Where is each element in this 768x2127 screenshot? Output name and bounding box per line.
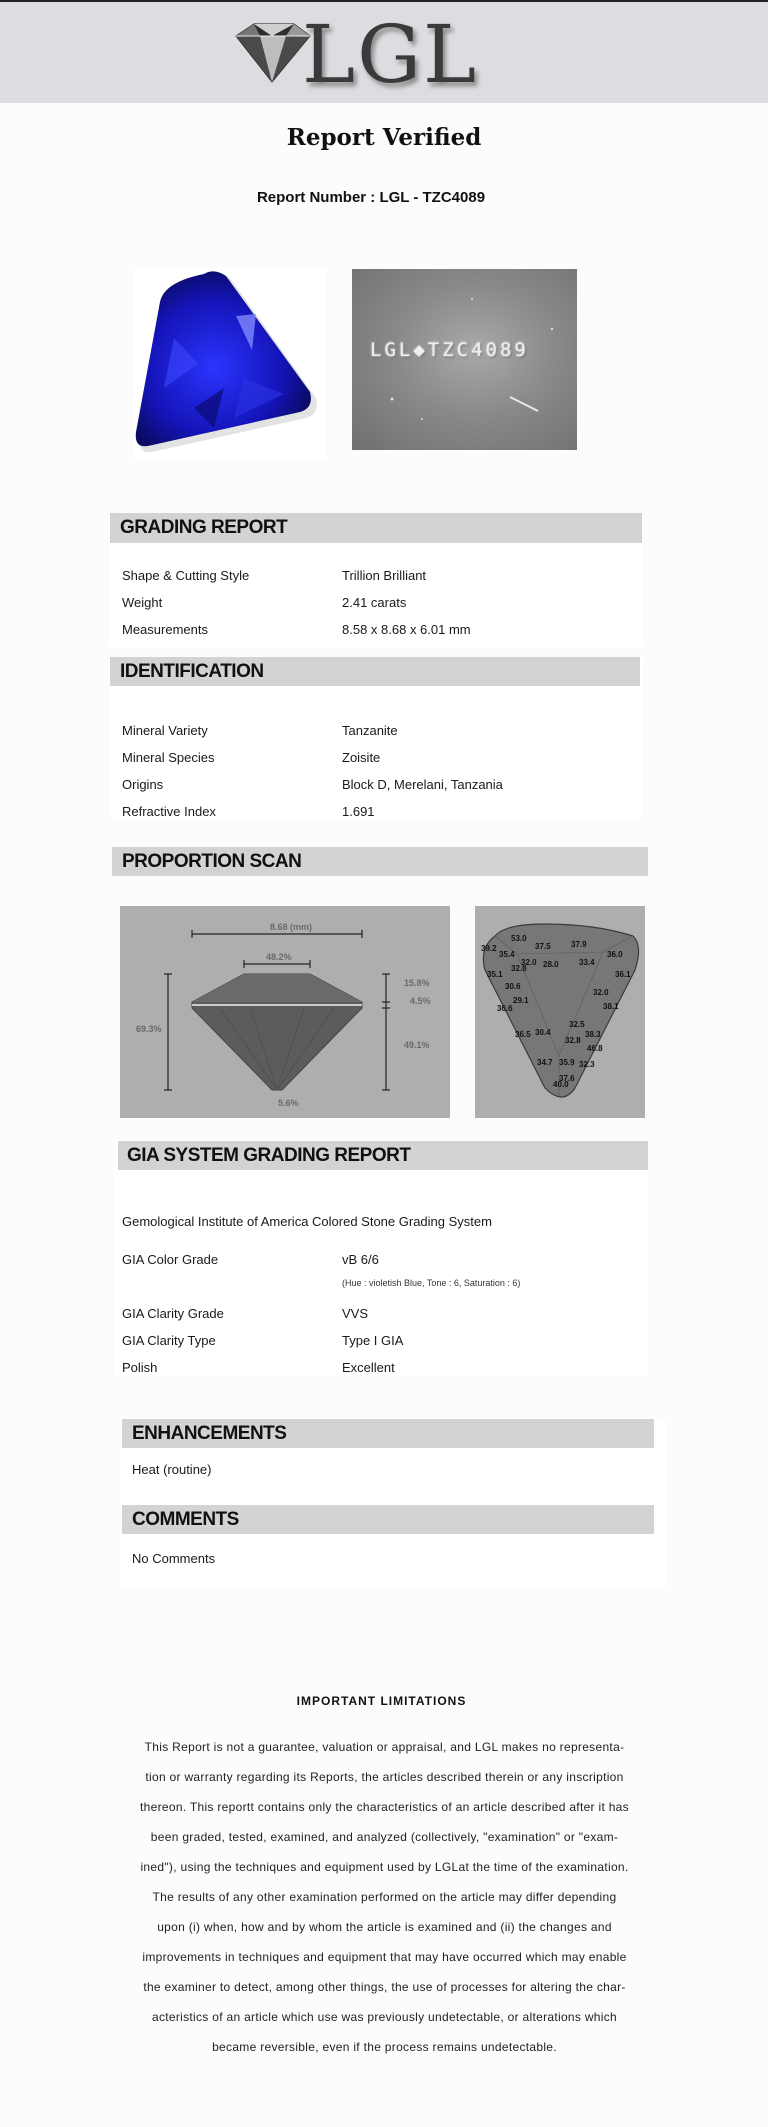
limitations-line: the examiner to detect, among other things, the use of processes for altering the char- xyxy=(143,1980,626,1994)
facet-value: 32.5 xyxy=(569,1020,585,1029)
gia-color-label: GIA Color Grade xyxy=(122,1252,219,1267)
facet-value: 37.5 xyxy=(535,942,551,951)
limitations-line: became reversible, even if the process remains undetectable. xyxy=(212,2040,557,2054)
facet-value: 36.5 xyxy=(515,1030,531,1039)
mineral-variety-value: Tanzanite xyxy=(342,723,398,738)
lgl-logo[interactable] xyxy=(232,8,492,101)
culet-label: 5.6% xyxy=(278,1098,299,1108)
mineral-species-label: Mineral Species xyxy=(122,750,215,765)
facet-value: 32.0 xyxy=(593,988,609,997)
report-number: Report Number : LGL - TZC4089 xyxy=(256,189,486,206)
facet-value: 46.8 xyxy=(587,1044,603,1053)
total-depth-label: 69.3% xyxy=(136,1024,162,1034)
limitations-line: The results of any other examination performed on the article may differ depending xyxy=(152,1890,617,1904)
facet-value: 32.0 xyxy=(521,958,537,967)
facet-value: 32.8 xyxy=(565,1036,581,1045)
facet-value: 29.1 xyxy=(513,996,529,1005)
shape-label: Shape & Cutting Style xyxy=(122,568,250,583)
comments-heading: COMMENTS xyxy=(122,1505,654,1534)
facet-value: 38.1 xyxy=(603,1002,619,1011)
limitations-line: ined"), using the techniques and equipment used by LGLat the time of the examination. xyxy=(140,1860,629,1874)
profile-diagram xyxy=(120,906,450,1118)
facet-value: 32.3 xyxy=(579,1060,595,1069)
polish-label: Polish xyxy=(122,1360,158,1375)
gia-clarity-type-label: GIA Clarity Type xyxy=(122,1333,216,1348)
measurements-label: Measurements xyxy=(122,622,208,637)
page-title: Report Verified xyxy=(286,124,482,151)
facet-value: 33.4 xyxy=(579,958,595,967)
limitations-line: thereon. This reportt contains only the characteristics of an article described after it has xyxy=(140,1800,629,1814)
limitations-text xyxy=(118,1732,651,2062)
facet-value: 35.9 xyxy=(559,1058,575,1067)
facet-value: 38.3 xyxy=(585,1030,601,1039)
facet-value: 37.9 xyxy=(571,940,587,949)
facet-value: 40.0 xyxy=(553,1080,569,1089)
header xyxy=(0,2,768,103)
girdle-label: 4.5% xyxy=(410,996,431,1006)
mineral-species-value: Zoisite xyxy=(342,750,381,765)
gia-report-heading: GIA SYSTEM GRADING REPORT xyxy=(118,1141,648,1170)
table-label: 48.2% xyxy=(266,952,292,962)
weight-value: 2.41 carats xyxy=(342,595,407,610)
measurements-value: 8.58 x 8.68 x 6.01 mm xyxy=(342,622,471,637)
gia-clarity-value: VVS xyxy=(342,1306,369,1321)
facet-value: 30.4 xyxy=(535,1028,551,1037)
enhancements-heading: ENHANCEMENTS xyxy=(122,1419,654,1448)
gia-clarity-label: GIA Clarity Grade xyxy=(122,1306,224,1321)
inscription-photo xyxy=(352,269,577,450)
facet-value: 36.1 xyxy=(615,970,631,979)
gia-clarity-type-value: Type I GIA xyxy=(342,1333,404,1348)
limitations-line: upon (i) when, how and by whom the article is examined and (ii) the changes and xyxy=(157,1920,612,1934)
logo-wordmark: LGL xyxy=(302,8,479,101)
comments-text: No Comments xyxy=(132,1551,216,1566)
enhancements-text: Heat (routine) xyxy=(132,1462,212,1477)
gemstone-photo xyxy=(134,268,326,460)
limitations-heading: IMPORTANT LIMITATIONS xyxy=(296,1694,467,1708)
facet-value: 35.4 xyxy=(499,950,515,959)
facet-value: 35.1 xyxy=(487,970,503,979)
polish-value: Excellent xyxy=(342,1360,395,1375)
crown-label: 15.8% xyxy=(404,978,430,988)
proportion-scan-heading: PROPORTION SCAN xyxy=(112,847,648,876)
facet-value: 53.0 xyxy=(511,934,527,943)
refractive-index-label: Refractive Index xyxy=(122,804,216,819)
facet-value: 34.7 xyxy=(537,1058,553,1067)
facet-value: 36.6 xyxy=(497,1004,513,1013)
origins-label: Origins xyxy=(122,777,164,792)
limitations-line: improvements in techniques and equipment that may have occurred which may enable xyxy=(142,1950,627,1964)
mineral-variety-label: Mineral Variety xyxy=(122,723,208,738)
limitations-line: acteristics of an article which use was previously undetectable, or alterations which xyxy=(151,2010,618,2024)
diamond-logo-icon xyxy=(232,22,312,84)
identification-heading: IDENTIFICATION xyxy=(110,657,640,686)
refractive-index-value: 1.691 xyxy=(342,804,375,819)
limitations-line: tion or warranty regarding its Reports, the articles described therein or any inscription xyxy=(145,1770,624,1784)
facet-diagram xyxy=(475,906,645,1118)
width-label: 8.68 (mm) xyxy=(270,922,313,932)
gia-color-note: (Hue : violetish Blue, Tone : 6, Saturation : 6) xyxy=(342,1278,521,1288)
facet-value: 32.8 xyxy=(511,964,527,973)
grading-report-heading: GRADING REPORT xyxy=(110,513,642,543)
limitations-line: been graded, tested, examined, and analyzed (collectively, "examination" or "exam- xyxy=(150,1830,619,1844)
gia-system-name: Gemological Institute of America Colored Stone Grading System xyxy=(122,1214,492,1229)
origins-value: Block D, Merelani, Tanzania xyxy=(342,777,503,792)
gia-color-value: vB 6/6 xyxy=(342,1252,379,1267)
facet-value: 28.0 xyxy=(543,960,559,969)
weight-label: Weight xyxy=(122,595,163,610)
facet-value: 39.2 xyxy=(481,944,497,953)
shape-value: Trillion Brilliant xyxy=(342,568,427,583)
laser-inscription: LGL◆TZC4089 xyxy=(370,339,529,361)
facet-value: 36.0 xyxy=(607,950,623,959)
facet-value: 30.6 xyxy=(505,982,521,991)
limitations-line: This Report is not a guarantee, valuation or appraisal, and LGL makes no representa- xyxy=(144,1740,625,1754)
pavilion-label: 49.1% xyxy=(404,1040,430,1050)
facet-value: 37.6 xyxy=(559,1074,575,1083)
